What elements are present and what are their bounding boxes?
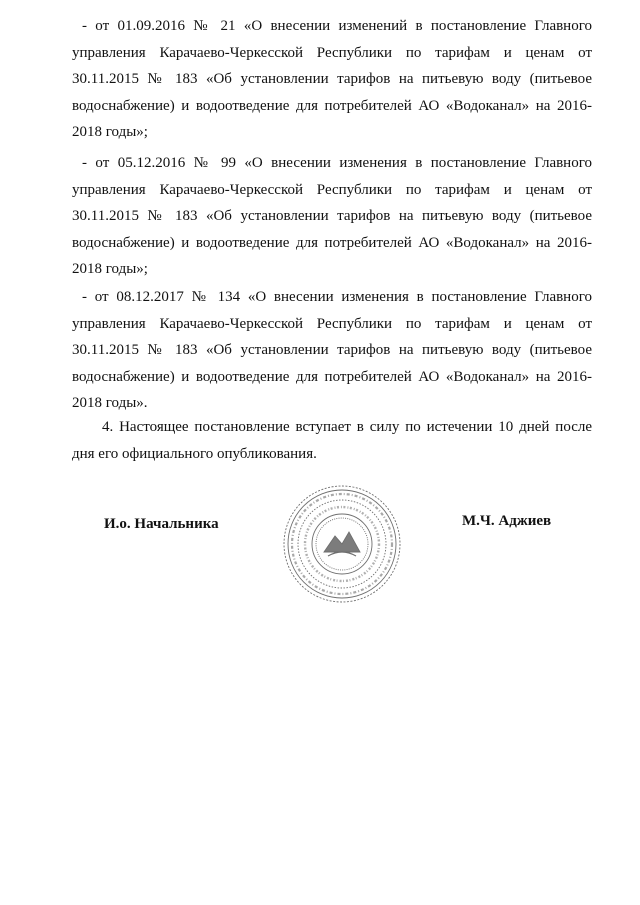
closing-paragraph — [72, 414, 592, 467]
list-item-text: - от 08.12.2017 № 134 «О внесении изменения в постановление Главного управления Карачаево-Черкесской Республики по тарифам и ценам от 30.11.2015 № 183 «Об установлении тарифов на питьевую воду (питьевое водоснабжение) и водоотведение для потребителей АО «Водоканал» на 2016-2018 годы». — [72, 289, 592, 411]
list-item-text: - от 01.09.2016 № 21 «О внесении изменений в постановление Главного управления Карачаево-Черкесской Республики по тарифам и ценам от 30.11.2015 № 183 «Об установлении тарифов на питьевую воду (питьевое водоснабжение) и водоотведение для потребителей АО «Водоканал» на 2016-2018 годы»; — [72, 18, 592, 140]
list-item-text: - от 05.12.2016 № 99 «О внесении изменения в постановление Главного управления Карачаево-Черкесской Республики по тарифам и ценам от 30.11.2015 № 183 «Об установлении тарифов на питьевую воду (питьевое водоснабжение) и водоотведение для потребителей АО «Водоканал» на 2016-2018 годы»; — [72, 155, 592, 277]
list-item — [72, 150, 592, 283]
list-item — [72, 284, 592, 417]
list-item — [72, 13, 592, 146]
closing-paragraph-text: 4. Настоящее постановление вступает в силу по истечении 10 дней после дня его официального опубликования. — [72, 419, 592, 462]
signature-position: И.о. Начальника — [104, 516, 219, 532]
signatory-name: М.Ч. Аджиев — [462, 513, 552, 529]
official-seal-stamp — [280, 482, 404, 606]
